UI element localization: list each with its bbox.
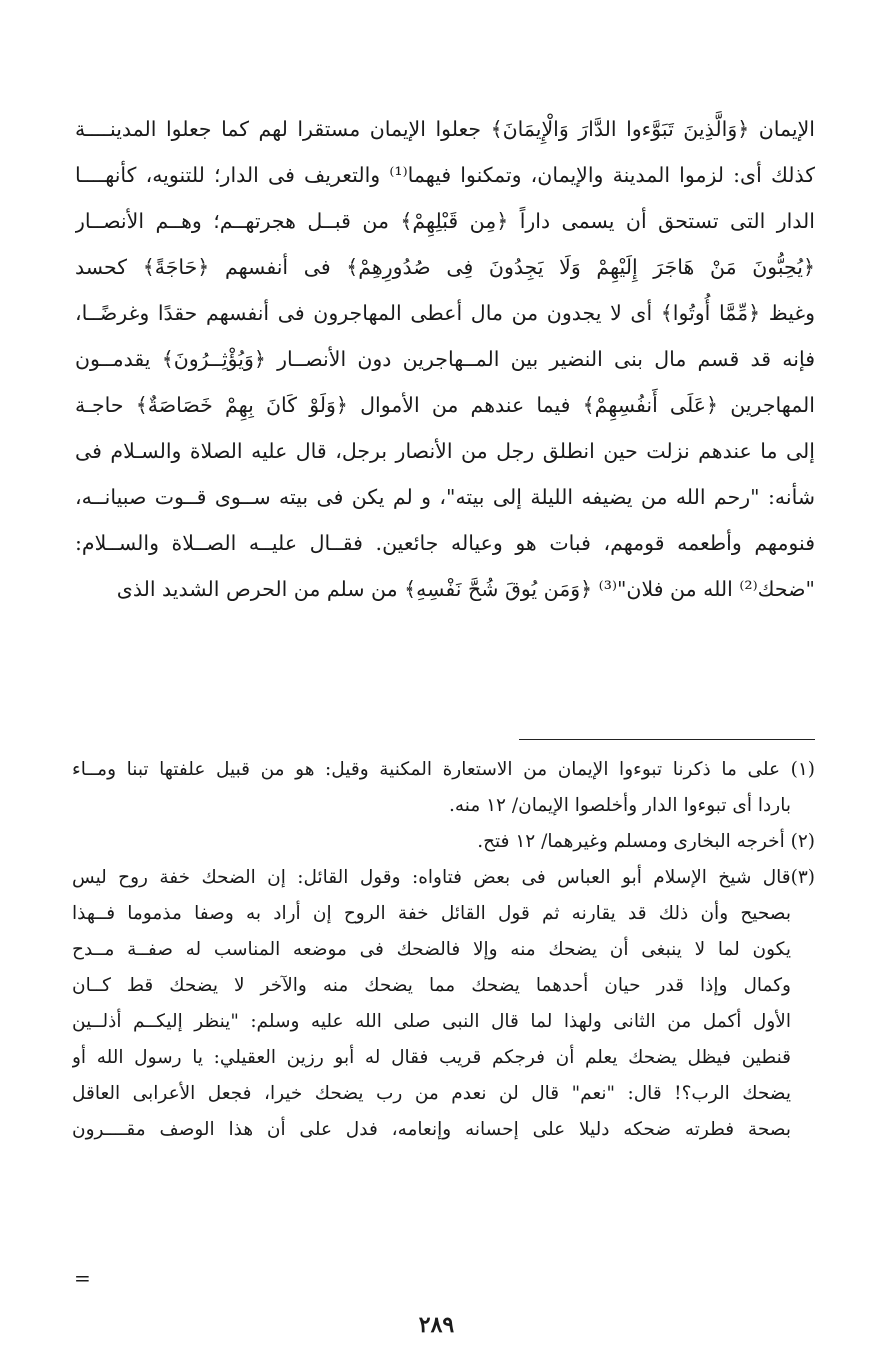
text-line: الإيمان ﴿وَالَّذِينَ تَبَوَّءوا الدَّارَ وَالْإِيمَانَ﴾ جعلوا الإيمان مستقرا لهم كما جعلوا المدينــــة <box>75 117 815 141</box>
text-line: إلى ما عندهم نزلت حين انطلق رجل من الأنصار برجل، قال عليه الصلاة والسـلام فى <box>75 439 815 463</box>
footnote-line: (٣)قال شيخ الإسلام أبو العباس فى بعض فتاواه: وقول القائل: إن الضحك خفة روح ليس <box>72 867 815 888</box>
footnote-line: بصحيح وأن ذلك قد يقارنه ثم قول القائل خفة الروح إن أراد به وصفا مذموما فــهذا <box>72 903 791 924</box>
main-text-body <box>75 106 815 612</box>
footnote-line: يكون لما لا ينبغى أن يضحك منه وإلا فالضحك فى موضعه المناسب له صفــة مــدح <box>72 939 791 960</box>
continuation-mark: = <box>74 1266 91 1290</box>
footnote-line: يضحك الرب؟! قال: "نعم" قال لن نعدم من رب يضحك خيرا، فجعل الأعرابى العاقل <box>72 1083 791 1104</box>
footnote-line: قنطين فيظل يضحك يعلم أن فرجكم قريب فقال له أبو رزين العقيلي: يا رسول الله أو <box>72 1047 791 1068</box>
text-line: "ضحك⁽²⁾ الله من فلان"⁽³⁾ ﴿وَمَن يُوقَ شُحَّ نَفْسِهِ﴾ من سلم من الحرص الشديد الذى <box>116 577 815 601</box>
footnote-line: (١) على ما ذكرنا تبوءوا الإيمان من الاستعارة المكنية وقيل: هو من قبيل علفتها تبنا ومــاء <box>72 759 815 780</box>
text-line: شأنه: "رحم الله من يضيفه الليلة إلى بيته"، و لم يكن فى بيته ســوى قــوت صبيانــه، <box>75 485 815 509</box>
text-line: ﴿يُحِبُّونَ مَنْ هَاجَرَ إِلَيْهِمْ وَلَا يَجِدُونَ فِى صُدُورِهِمْ﴾ فى أنفسهم ﴿حَاجَةً﴾ كحسد <box>75 255 815 279</box>
footnote-separator <box>519 739 815 740</box>
footnote-line: بصحة فطرته ضحكه دليلا على إحسانه وإنعامه، فدل على أن هذا الوصف مقــــرون <box>72 1119 791 1140</box>
text-line: كذلك أى: لزموا المدينة والإيمان، وتمكنوا فيهما⁽¹⁾ والتعريف فى الدار؛ للتنويه، كأنهــــا <box>75 163 815 187</box>
text-line: الدار التى تستحق أن يسمى داراً ﴿مِن قَبْلِهِمْ﴾ من قبــل هجرتهــم؛ وهــم الأنصــار <box>75 209 815 233</box>
footnote-line: باردا أى تبوءوا الدار وأخلصوا الإيمان/ ١٢ منه. <box>448 795 791 816</box>
page-number: ٢٨٩ <box>418 1312 455 1338</box>
footnote-line: وكمال وإذا قدر حيان أحدهما يضحك مما يضحك منه والآخر لا يضحك قط كــان <box>72 975 791 996</box>
footnotes-section <box>72 752 815 1148</box>
text-line: وغيظ ﴿مِّمَّا أُوتُوا﴾ أى لا يجدون من مال أعطى المهاجرون فى أنفسهم حقدًا وغرضًــا، <box>75 301 815 325</box>
text-line: فنومهم وأطعمه قومهم، فبات هو وعياله جائعين. فقــال عليــه الصــلاة والســلام: <box>75 531 815 555</box>
text-line: فإنه قد قسم مال بنى النضير بين المــهاجرين دون الأنصــار ﴿وَيُؤْثِــرُونَ﴾ يقدمــون <box>75 347 815 371</box>
footnote-line: (٢) أخرجه البخارى ومسلم وغيرهما/ ١٢ فتح. <box>477 831 815 852</box>
text-line: المهاجرين ﴿عَلَى أَنفُسِهِمْ﴾ فيما عندهم من الأموال ﴿وَلَوْ كَانَ بِهِمْ خَصَاصَةٌ﴾ حاجـة <box>75 393 815 417</box>
footnote-line: الأول أكمل من الثانى ولهذا لما قال النبى صلى الله عليه وسلم: "ينظر إليكــم أذلــين <box>72 1011 791 1032</box>
